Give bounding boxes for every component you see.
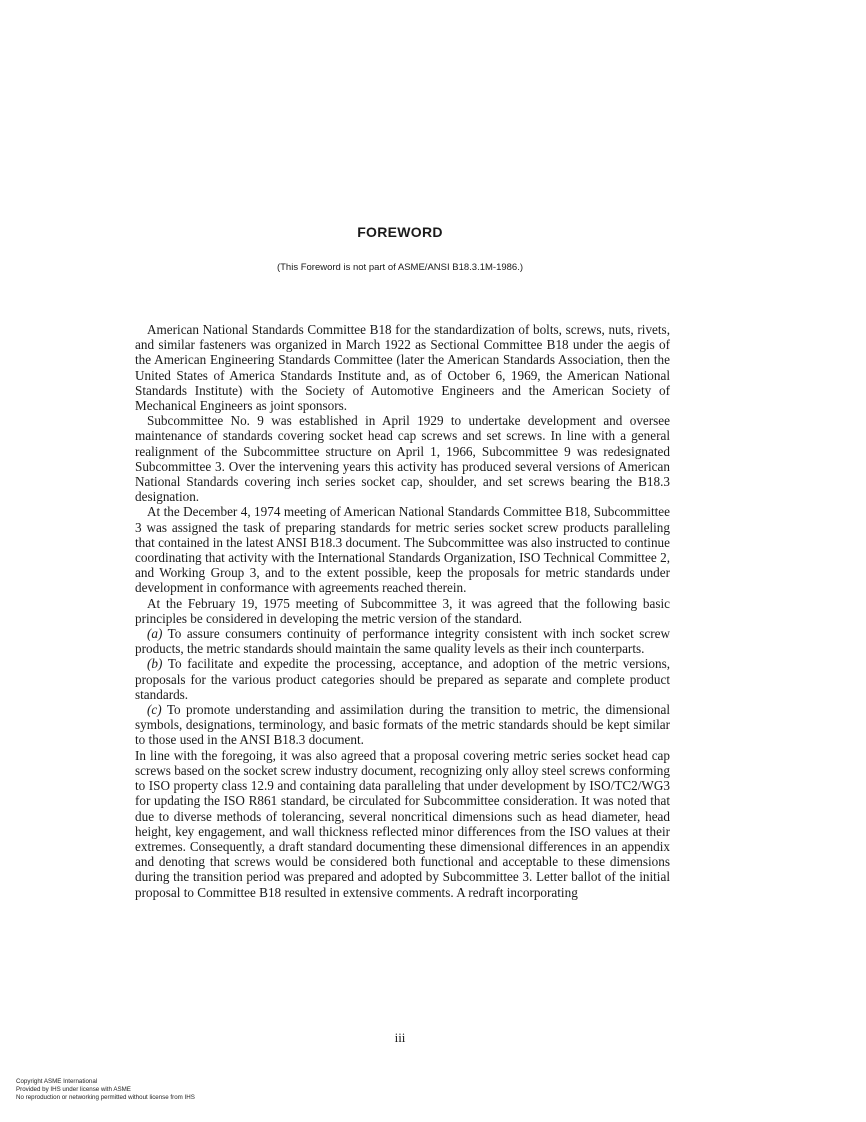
principle-label-b: (b) xyxy=(147,656,163,672)
page-title: FOREWORD xyxy=(357,224,443,240)
paragraph-basic-principles: At the February 19, 1975 meeting of Subcommittee 3, it was agreed that the following basic principles be considered in developing the metric version of the standard. xyxy=(135,595,670,626)
principle-text-c: To promote understanding and assimilation during the transition to metric, the dimensional symbols, designations, terminology, and basic formats of the metric standards should be kept similar to those used in the ANSI B18.3 document. xyxy=(135,702,670,748)
paragraph-subcommittee-9: Subcommittee No. 9 was established in April 1929 to undertake development and oversee maintenance of standards covering socket head cap screws and set screws. In line with a general realignment of the Subcommittee structure on April 1, 1966, Subcommittee 9 was redesignated Subcommittee 3. Over the intervening years this activity has produced several versions of American National Standards covering inch series socket cap, shoulder, and set screws bearing the B18.3 designation. xyxy=(135,413,670,505)
license-line: Provided by IHS under license with ASME xyxy=(16,1086,131,1093)
paragraph-metric-assignment: At the December 4, 1974 meeting of American National Standards Committee B18, Subcommittee 3 was assigned the task of preparing standards for metric series socket screw products paralleling that contained in the latest ANSI B18.3 document. The Subcommittee was also instructed to continue coordinating that activity with the International Standards Organization, ISO Technical Committee 2, and Working Group 3, and to the extent possible, keep the proposals for metric standards under development in conformance with agreements reached therein. xyxy=(135,504,670,596)
copyright-notice xyxy=(16,1078,195,1102)
paragraph-foregoing: In line with the foregoing, it was also agreed that a proposal covering metric series socket head cap screws based on the socket screw industry document, recognizing only alloy steel screws conforming to ISO property class 12.9 and containing data paralleling that under development by ISO/TC2/WG3 for updating the ISO R861 standard, be circulated for Subcommittee consideration. It was noted that due to diverse methods of tolerancing, several noncritical dimensions such as head diameter, head height, key engagement, and wall thickness reflected minor differences from the ISO values at their extremes. Consequently, a draft standard documenting these dimensional differences in an appendix and denoting that screws would be considered both functional and acceptable to these dimensions during the transition period was prepared and adopted by Subcommittee 3. Letter ballot of the initial proposal to Committee B18 resulted in extensive comments. A redraft incorporating xyxy=(135,747,670,900)
reproduction-line: No reproduction or networking permitted without license from IHS xyxy=(16,1094,195,1101)
principle-item-b xyxy=(135,656,670,702)
copyright-line: Copyright ASME International xyxy=(16,1078,98,1085)
principle-label-c: (c) xyxy=(147,702,162,718)
principle-item-a xyxy=(135,626,670,656)
principle-label-a: (a) xyxy=(147,626,163,642)
page-number: iii xyxy=(394,1030,406,1045)
principle-item-c xyxy=(135,702,670,748)
foreword-body xyxy=(135,322,670,900)
principle-text-a: To assure consumers continuity of performance integrity consistent with inch socket screw products, the metric standards should maintain the same quality levels as their inch counterparts. xyxy=(135,626,670,657)
foreword-note: (This Foreword is not part of ASME/ANSI B18.3.1M-1986.) xyxy=(276,262,524,273)
principle-text-b: To facilitate and expedite the processing, acceptance, and adoption of the metric versions, proposals for the various product categories should be prepared as separate and complete product standards. xyxy=(135,656,670,702)
paragraph-committee-history: American National Standards Committee B18 for the standardization of bolts, screws, nuts, rivets, and similar fasteners was organized in March 1922 as Sectional Committee B18 under the aegis of the American Engineering Standards Committee (later the American Standards Association, then the United States of America Standards Institute and, as of October 6, 1969, the American National Standards Institute) with the Society of Automotive Engineers and the American Society of Mechanical Engineers as joint sponsors. xyxy=(135,322,670,414)
